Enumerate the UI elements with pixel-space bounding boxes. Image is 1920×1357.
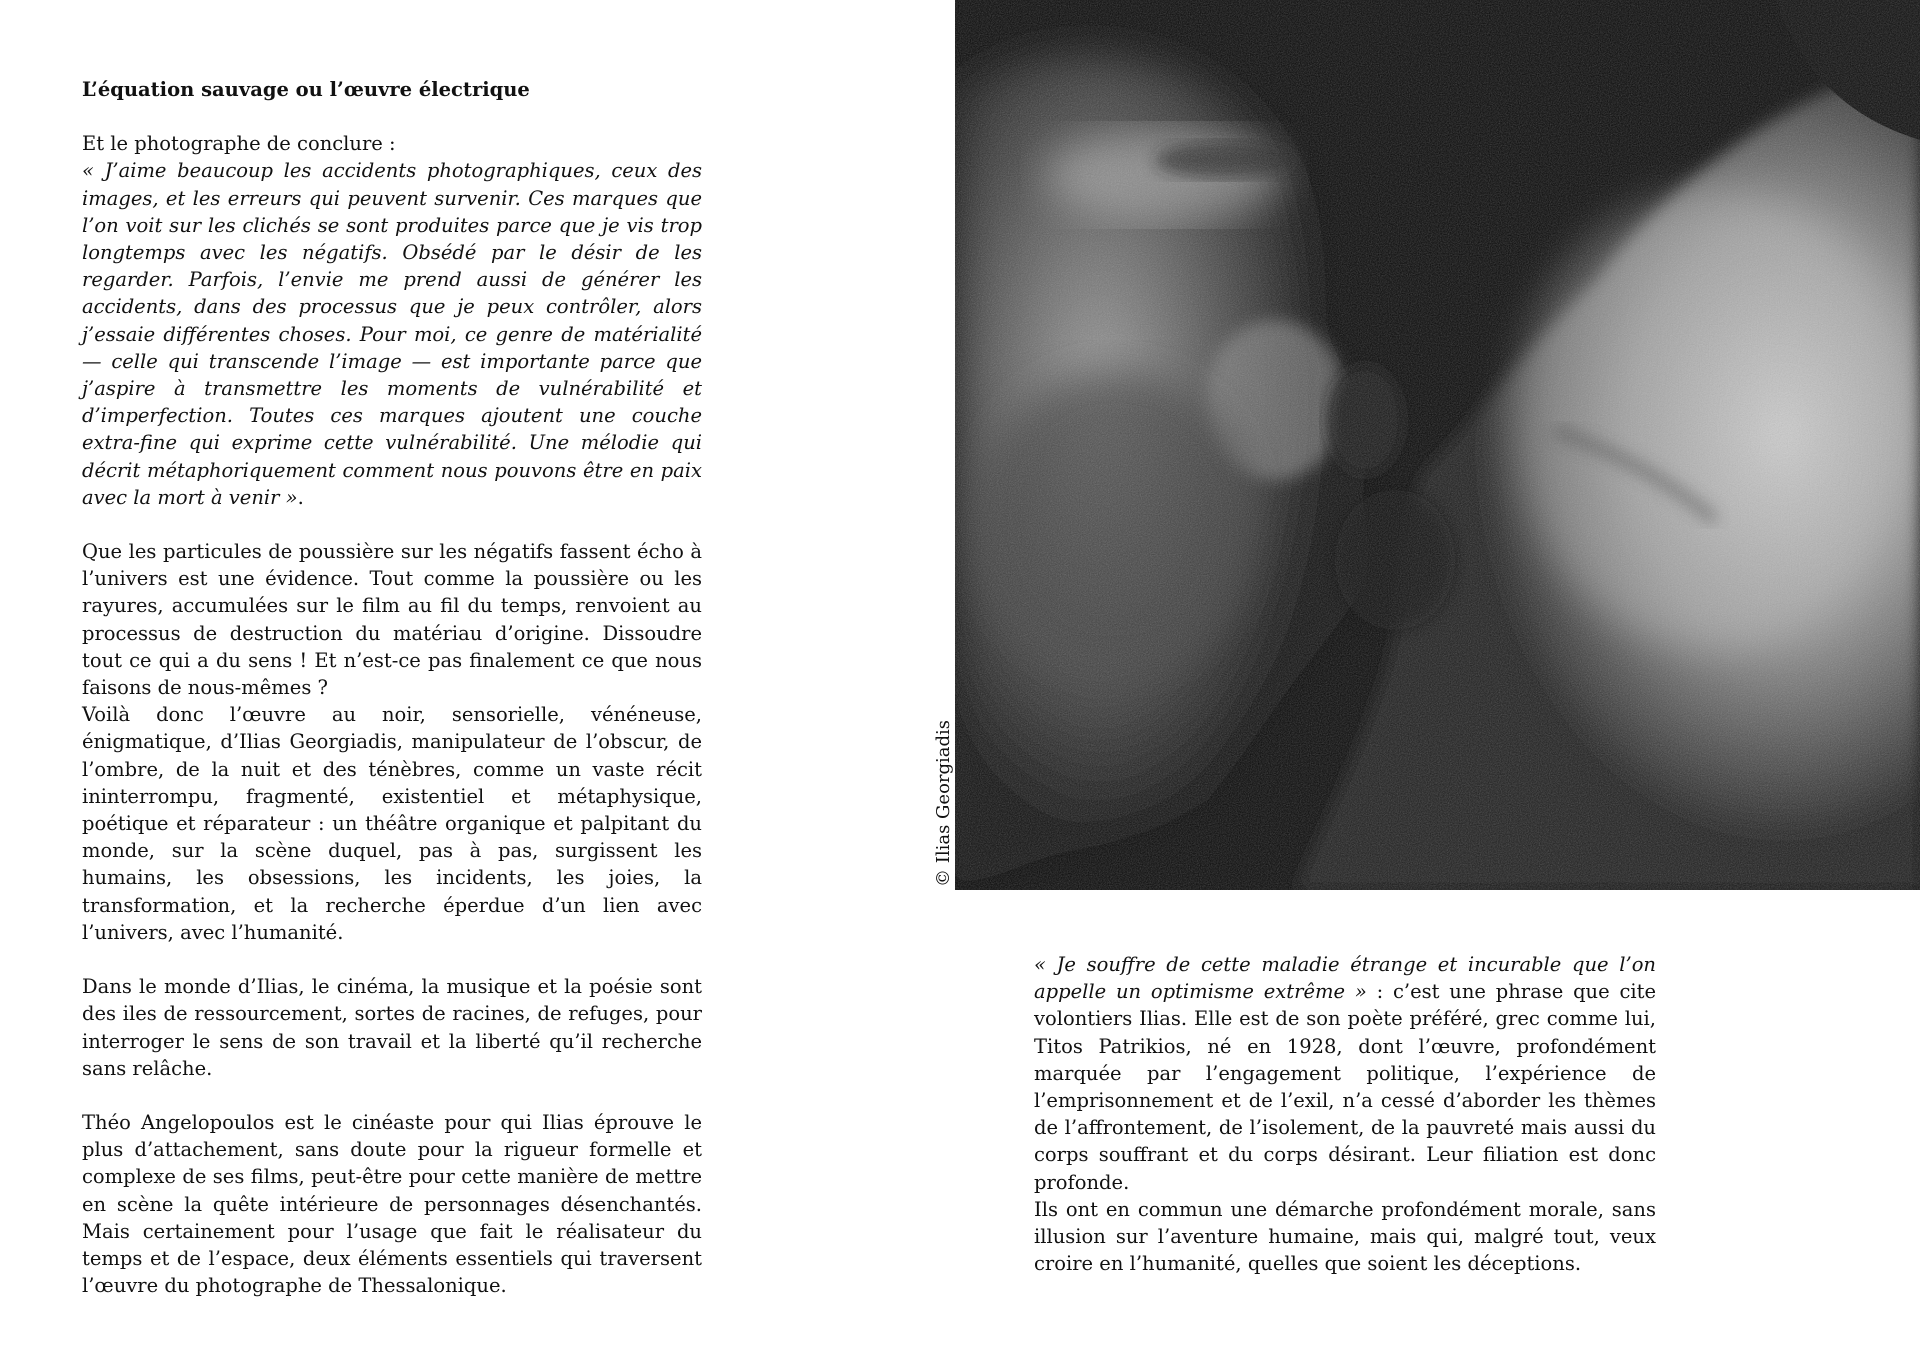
paragraph-quote-body — [82, 157, 702, 511]
patrikios-quote: « Je souffre de cette maladie étrange et incurable que l’on appelle un optimisme extrême » — [1034, 953, 1656, 1004]
patrikios-paragraph — [1034, 951, 1656, 1196]
kiss-photograph — [955, 0, 1920, 890]
paragraph-dust — [82, 538, 702, 946]
morality-paragraph: Ils ont en commun une démarche profondément morale, sans illusion sur l’aventure humaine, mais qui, malgré tout, veux croire en l’humanité, quelles que soient les déceptions. — [1034, 1197, 1656, 1276]
photograph-rendering — [955, 0, 1920, 890]
photographer-quote: « J’aime beaucoup les accidents photographiques, ceux des images, et les erreurs qui peuvent survenir. Ces marques que l’on voit sur les clichés se sont produites parce que je vis trop longtemps avec les négatifs. Obsédé par le désir de les regarder. Parfois, l’envie me prend aussi de générer les accidents, dans des processus que je peux contrôler, alors j’essaie différentes choses. Pour moi, ce genre de matérialité — celle qui transcende l’image — est importante parce que j’aspire à transmettre les moments de vulnérabilité et d’imperfection. Toutes ces marques ajoutent une couche extra-fine qui exprime cette vulnérabilité. Une mélodie qui décrit métaphoriquement comment nous pouvons être en paix avec la mort à venir » — [82, 159, 702, 509]
paragraph-dust-b: Voilà donc l’œuvre au noir, sensorielle, vénéneuse, énigmatique, d’Ilias Georgiadis, manipulateur de l’obscur, de l’ombre, de la nuit et des ténèbres, comme un vaste récit ininterrompu, fragmenté, existentiel et métaphysique, poétique et réparateur : un théâtre organique et palpitant du monde, sur la scène duquel, pas à pas, surgissent les humains, les obsessions, les incidents, les joies, la transformation, et la recherche éperdue d’un lien avec l’univers, avec l’humanité. — [82, 703, 702, 944]
right-page — [1034, 951, 1656, 1277]
section-heading: L’équation sauvage ou l’œuvre électrique — [82, 78, 530, 101]
paragraph-intro: Et le photographe de conclure : — [82, 132, 396, 156]
paragraph-cinema-text: Dans le monde d’Ilias, le cinéma, la musique et la poésie sont des iles de ressourcement, sortes de racines, de refuges, pour interroger le sens de son travail et la liberté qu’il recherche sans relâche. — [82, 975, 702, 1080]
quote-end: . — [297, 485, 304, 509]
paragraph-angelopoulos — [82, 1109, 702, 1299]
photo-credit: © Ilias Georgiadis — [933, 719, 954, 887]
paragraph-dust-a: Que les particules de poussière sur les négatifs fassent écho à l’univers est une évidence. Tout comme la poussière ou les rayures, accumulées sur le film au fil du temps, renvoient au processus de destruction du matériau d’origine. Dissoudre tout ce qui a du sens ! Et n’est-ce pas finalement ce que nous faisons de nous-mêmes ? — [82, 540, 702, 700]
paragraph-angelopoulos-text: Théo Angelopoulos est le cinéaste pour qui Ilias éprouve le plus d’attachement, sans doute pour la rigueur formelle et complexe de ses films, peut-être pour cette manière de mettre en scène la quête intérieure de personnages désenchantés. Mais certainement pour l’usage que fait le réalisateur du temps et de l’espace, deux éléments essentiels qui traversent l’œuvre du photographe de Thessalonique. — [82, 1110, 702, 1298]
paragraph-cinema — [82, 973, 702, 1082]
left-page — [82, 76, 702, 1326]
paragraph-quote — [82, 130, 702, 511]
patrikios-text: : c’est une phrase que cite volontiers Ilias. Elle est de son poète préféré, grec comme lui, Titos Patrikios, né en 1928, dont l’œuvre, profondément marquée par l’engagement politique, l’expérience de l’emprisonnement et de l’exil, n’a cessé d’aborder les thèmes de l’affrontement, de l’isolement, de la pauvreté mais aussi du corps souffrant et du corps désirant. Leur filiation est donc profonde. — [1034, 980, 1656, 1194]
